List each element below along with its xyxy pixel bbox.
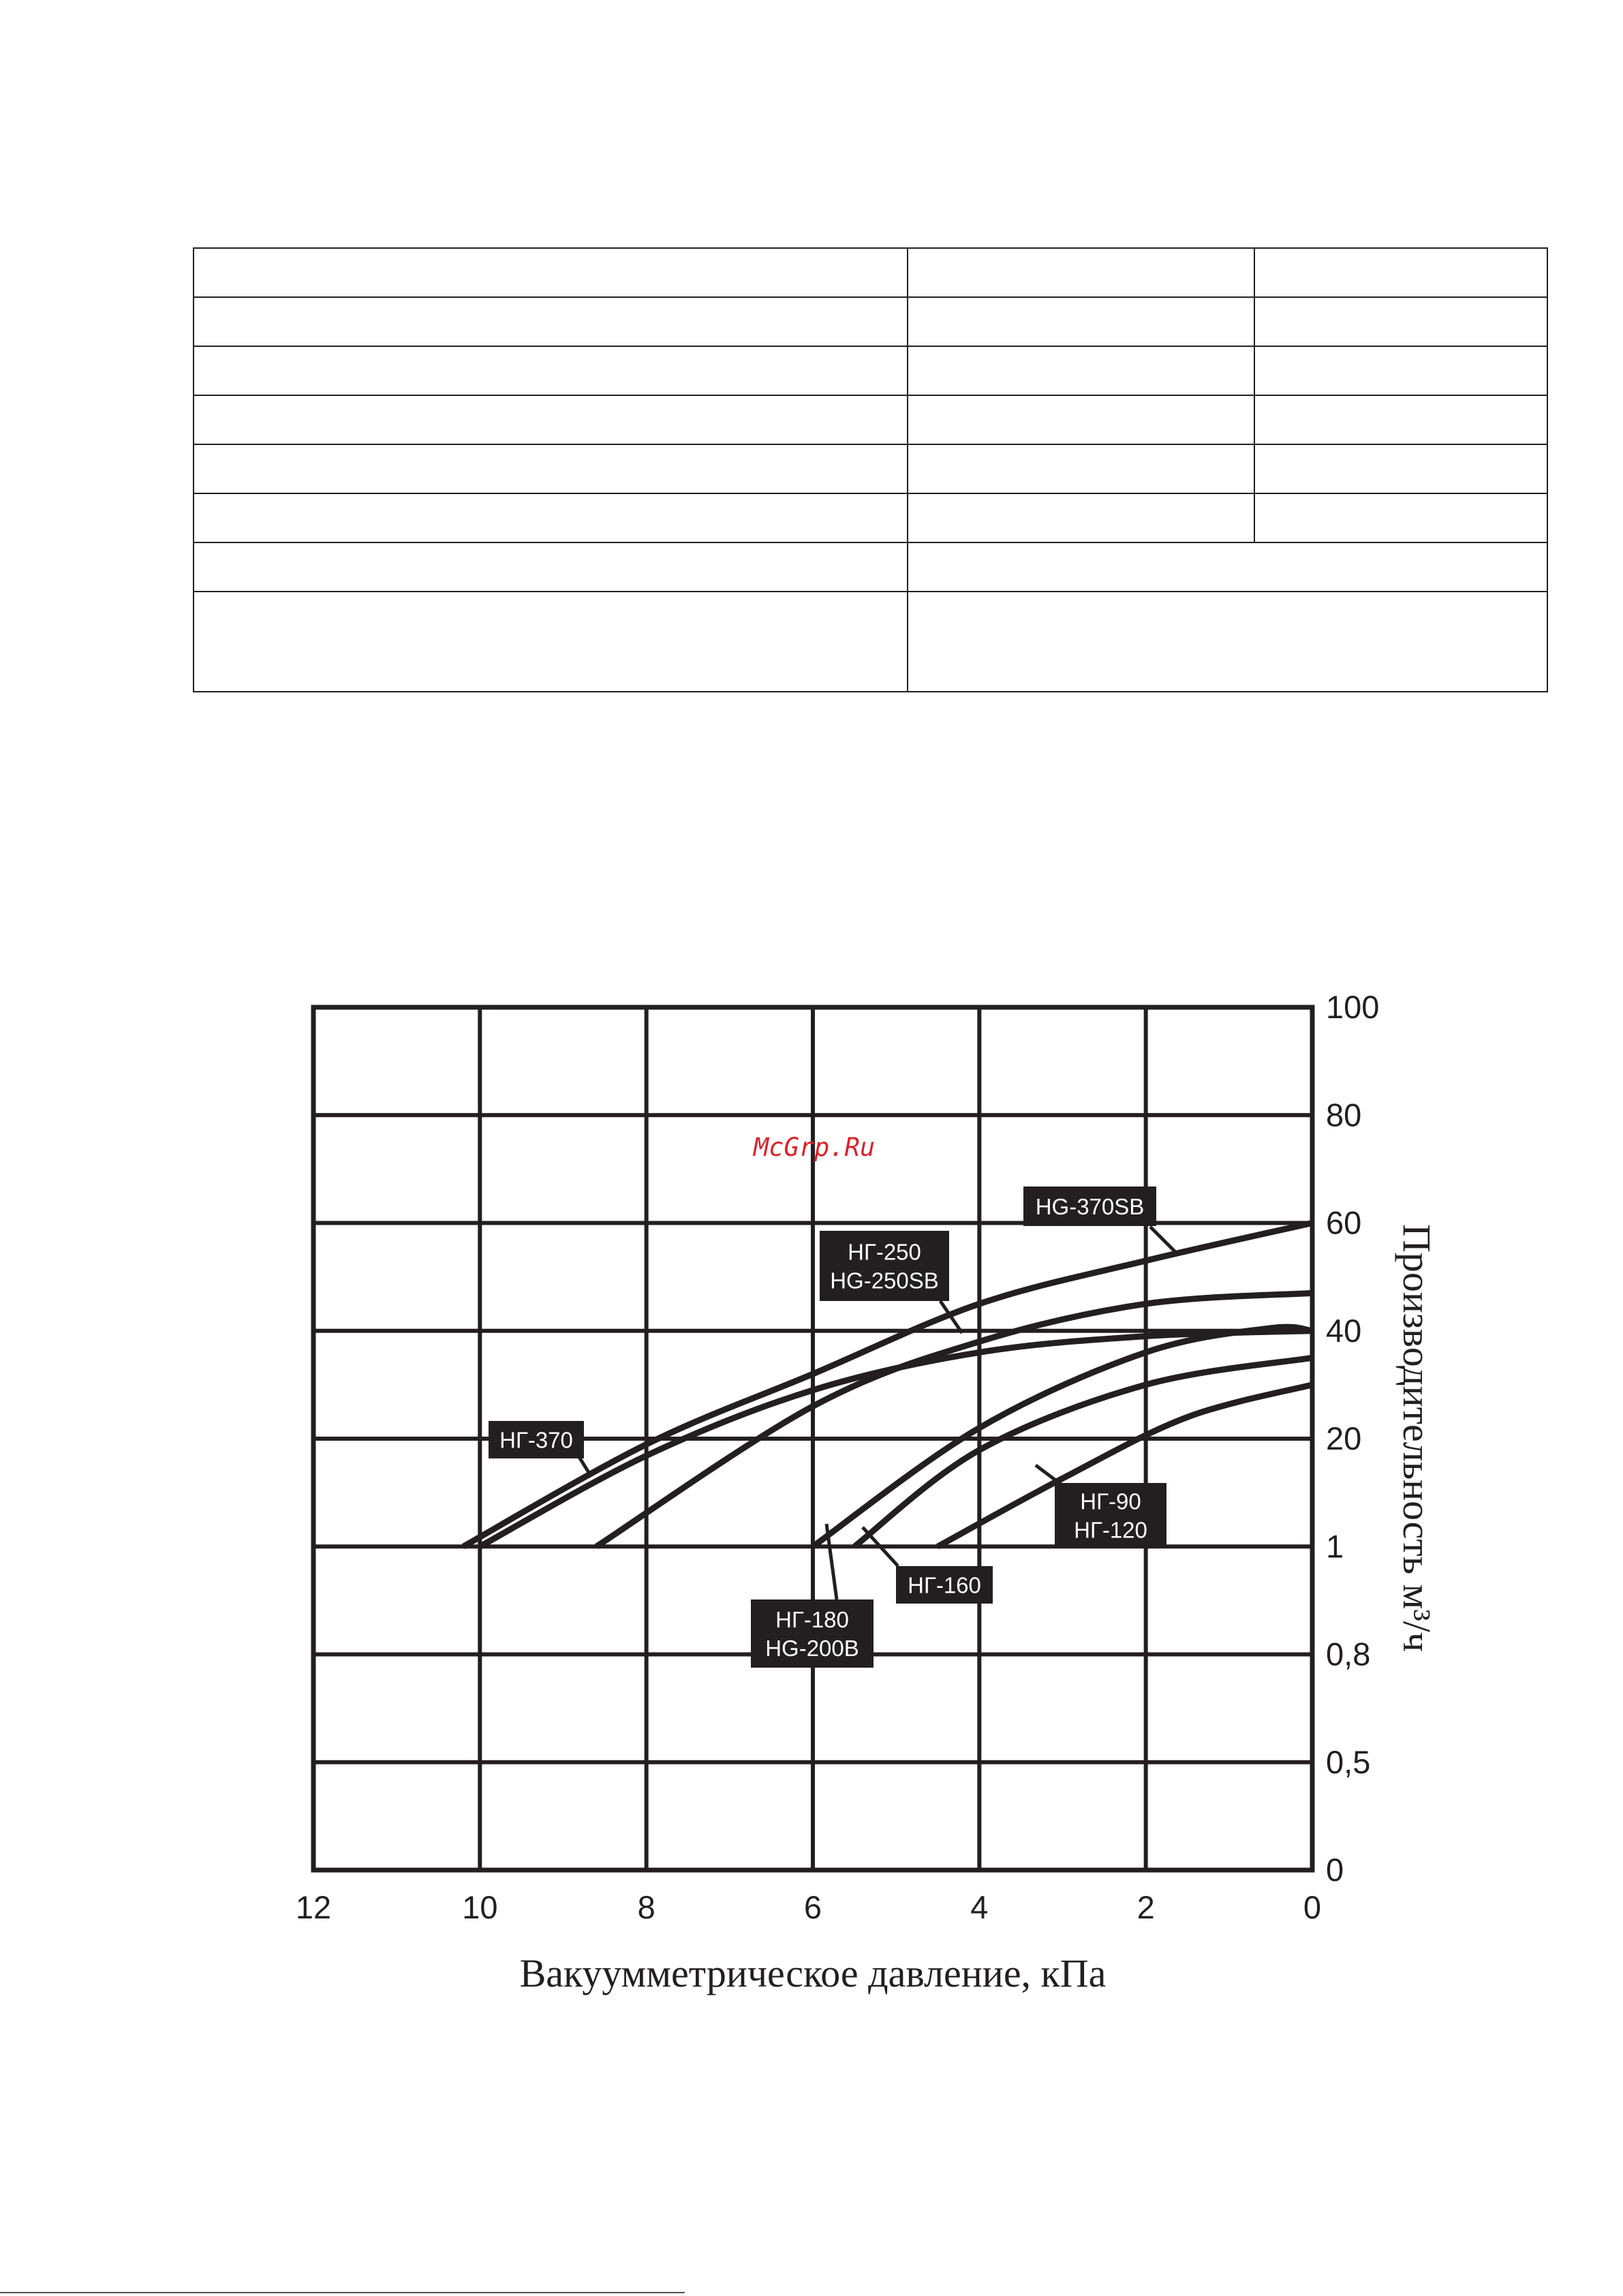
x-tick-label: 2 [1137,1889,1155,1925]
x-axis-title: Вакуумметрическое давление, кПа [519,1951,1107,1995]
series-label: НГ-120 [1074,1517,1147,1543]
x-tick-label: 4 [970,1889,989,1925]
y-axis-title: Производительность м³/ч [1395,1223,1439,1653]
watermark-text: McGrp.Ru [753,1133,876,1162]
series-label: НГ-160 [908,1572,981,1598]
footer-divider [0,2292,685,2293]
series-label: НГ-370 [499,1427,573,1453]
x-tick-label: 0 [1303,1889,1322,1925]
y-tick-label: 1 [1326,1528,1344,1565]
y-tick-label: 60 [1326,1204,1362,1241]
y-tick-label: 100 [1326,989,1380,1025]
y-tick-label: 20 [1326,1420,1362,1456]
series-label: НГ-180 [775,1607,849,1632]
y-tick-label: 0,5 [1326,1743,1371,1780]
series-label: HG-250SB [830,1268,939,1294]
x-tick-label: 8 [637,1889,655,1925]
series-label: HG-200B [765,1636,859,1661]
y-tick-label: 80 [1326,1097,1362,1133]
y-tick-label: 40 [1326,1312,1362,1349]
series-label: HG-370SB [1035,1194,1145,1219]
x-tick-label: 12 [295,1889,332,1925]
series-label: НГ-250 [848,1239,921,1265]
label-leader-line [1150,1227,1179,1255]
y-tick-label: 0 [1326,1852,1344,1888]
x-tick-label: 10 [462,1889,498,1925]
y-tick-label: 0,8 [1326,1636,1371,1672]
x-tick-label: 6 [803,1889,822,1925]
series-label: НГ-90 [1080,1488,1141,1514]
